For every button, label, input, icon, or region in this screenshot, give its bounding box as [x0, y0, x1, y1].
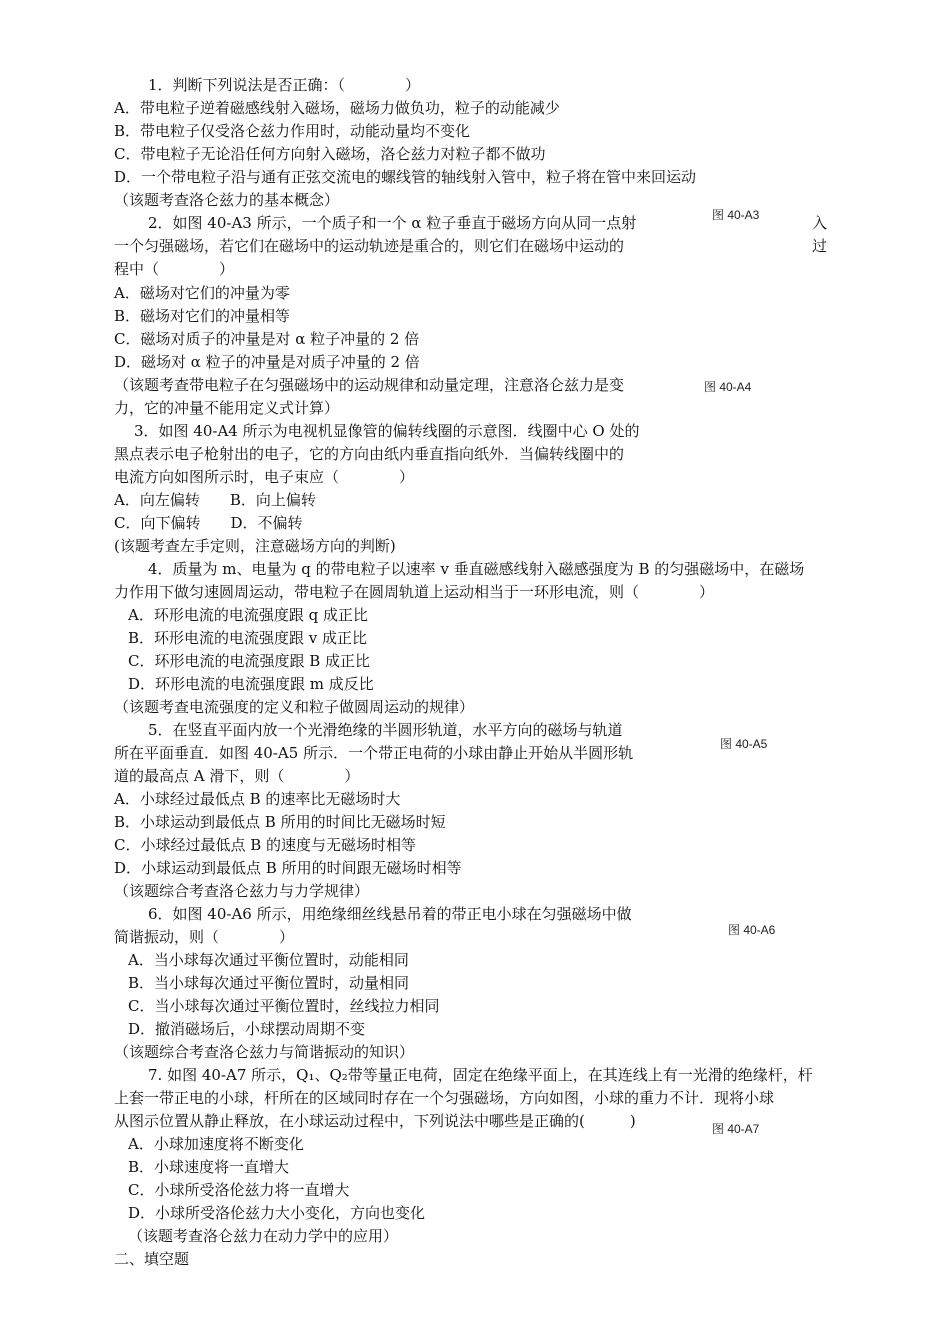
q3-stem-line-2: 黑点表示电子枪射出的电子，它的方向由纸内垂直指向纸外．当偏转线圈中的	[114, 445, 625, 463]
q1-option-d: D．一个带电粒子沿与通有正弦交流电的螺线管的轴线射入管中，粒子将在管中来回运动	[114, 168, 697, 186]
q6-option-c: C．当小球每次通过平衡位置时，丝线拉力相同	[128, 997, 440, 1015]
q6-stem-line-2: 简谐振动，则（ ）	[114, 928, 295, 946]
q3-options-row-1: A．向左偏转 B．向上偏转	[114, 491, 316, 509]
q3-note: (该题考查左手定则，注意磁场方向的判断)	[114, 537, 396, 555]
q7-stem-line-2: 上套一带正电的小球，杆所在的区域同时存在一个匀强磁场，方向如图，小球的重力不计．现将小球	[114, 1089, 775, 1107]
q1-option-b: B．带电粒子仅受洛仑兹力作用时，动能动量均不变化	[114, 122, 471, 140]
q6-stem-line-1: 6．如图 40-A6 所示，用绝缘细丝线悬吊着的带正电小球在匀强磁场中做	[148, 905, 632, 923]
q4-stem-line-2: 力作用下做匀速圆周运动，带电粒子在圆周轨道上运动相当于一环形电流，则（ ）	[114, 583, 715, 601]
q4-option-c: C．环形电流的电流强度跟 B 成正比	[128, 652, 371, 670]
section-heading-fill-in: 二、填空题	[114, 1250, 190, 1268]
q3-options-row-2: C．向下偏转 D．不偏转	[114, 514, 303, 532]
q4-note: （该题考查电流强度的定义和粒子做圆周运动的规律）	[114, 698, 475, 716]
q7-option-c: C．小球所受洛伦兹力将一直增大	[128, 1181, 350, 1199]
figure-label-40-a4: 图 40-A4	[704, 380, 752, 394]
q2-option-d: D．磁场对 α 粒子的冲量是对质子冲量的 2 倍	[114, 353, 420, 371]
q5-option-d: D．小球运动到最低点 B 所用的时间跟无磁场时相等	[114, 859, 462, 877]
figure-label-40-a3: 图 40-A3	[712, 208, 760, 222]
q2-side-char-1: 入	[812, 214, 828, 232]
q2-note-line-2: 力，它的冲量不能用定义式计算）	[114, 399, 340, 417]
q7-option-a: A．小球加速度将不断变化	[128, 1135, 304, 1153]
q2-note-line-1: （该题考查带电粒子在匀强磁场中的运动规律和动量定理，注意洛仑兹力是变	[114, 376, 625, 394]
q1-stem: 1．判断下列说法是否正确：（ ）	[148, 76, 421, 94]
q2-stem-line-1: 2．如图 40-A3 所示，一个质子和一个 α 粒子垂直于磁场方向从同一点射	[148, 214, 637, 232]
q7-note: （该题考查洛仑兹力在动力学中的应用）	[128, 1227, 399, 1245]
q4-stem-line-1: 4．质量为 m、电量为 q 的带电粒子以速率 v 垂直磁感线射入磁感强度为 B 的匀强磁场中，在磁场	[148, 560, 805, 578]
figure-label-40-a6: 图 40-A6	[728, 923, 776, 937]
q4-option-d: D．环形电流的电流强度跟 m 成反比	[128, 675, 374, 693]
q2-stem-line-2: 一个匀强磁场，若它们在磁场中的运动轨迹是重合的，则它们在磁场中运动的	[114, 237, 625, 255]
q1-note: （该题考查洛仑兹力的基本概念）	[114, 191, 340, 209]
q7-option-d: D．小球所受洛伦兹力大小变化，方向也变化	[128, 1204, 426, 1222]
q6-option-d: D．撤消磁场后，小球摆动周期不变	[128, 1020, 366, 1038]
q2-stem-line-3: 程中（ ）	[114, 260, 235, 278]
q5-note: （该题综合考查洛仑兹力与力学规律）	[114, 882, 370, 900]
q5-stem-line-2: 所在平面垂直．如图 40-A5 所示．一个带正电荷的小球由静止开始从半圆形轨	[114, 744, 634, 762]
figure-label-40-a7: 图 40-A7	[712, 1122, 760, 1136]
q6-option-b: B．当小球每次通过平衡位置时，动量相同	[128, 974, 410, 992]
figure-label-40-a5: 图 40-A5	[720, 737, 768, 751]
q2-option-c: C．磁场对质子的冲量是对 α 粒子冲量的 2 倍	[114, 330, 420, 348]
q5-option-c: C．小球经过最低点 B 的速度与无磁场时相等	[114, 836, 417, 854]
q5-stem-line-3: 道的最高点 A 滑下，则（ ）	[114, 767, 360, 785]
q3-stem-line-1: 3．如图 40-A4 所示为电视机显像管的偏转线圈的示意图．线圈中心 O 处的	[134, 422, 640, 440]
q6-option-a: A．当小球每次通过平衡位置时，动能相同	[128, 951, 409, 969]
q1-option-c: C．带电粒子无论沿任何方向射入磁场，洛仑兹力对粒子都不做功	[114, 145, 546, 163]
q4-option-b: B．环形电流的电流强度跟 v 成正比	[128, 629, 368, 647]
q5-option-a: A．小球经过最低点 B 的速率比无磁场时大	[114, 790, 401, 808]
q1-option-a: A．带电粒子逆着磁感线射入磁场，磁场力做负功，粒子的动能减少	[114, 99, 560, 117]
q2-option-a: A．磁场对它们的冲量为零	[114, 284, 290, 302]
q3-stem-line-3: 电流方向如图所示时，电子束应（ ）	[114, 468, 415, 486]
q7-stem-line-3: 从图示位置从静止释放，在小球运动过程中，下列说法中哪些是正确的( )	[114, 1112, 636, 1130]
q5-option-b: B．小球运动到最低点 B 所用的时间比无磁场时短	[114, 813, 446, 831]
q7-option-b: B．小球速度将一直增大	[128, 1158, 290, 1176]
q6-note: （该题综合考查洛仑兹力与简谐振动的知识）	[114, 1043, 415, 1061]
q2-option-b: B．磁场对它们的冲量相等	[114, 307, 291, 325]
q4-option-a: A．环形电流的电流强度跟 q 成正比	[128, 606, 368, 624]
q5-stem-line-1: 5．在竖直平面内放一个光滑绝缘的半圆形轨道，水平方向的磁场与轨道	[148, 721, 623, 739]
q2-side-char-2: 过	[812, 237, 828, 255]
q7-stem-line-1: 7. 如图 40-A7 所示，Q₁、Q₂带等量正电荷，固定在绝缘平面上，在其连线上有一光滑的绝缘杆，杆	[148, 1066, 813, 1084]
